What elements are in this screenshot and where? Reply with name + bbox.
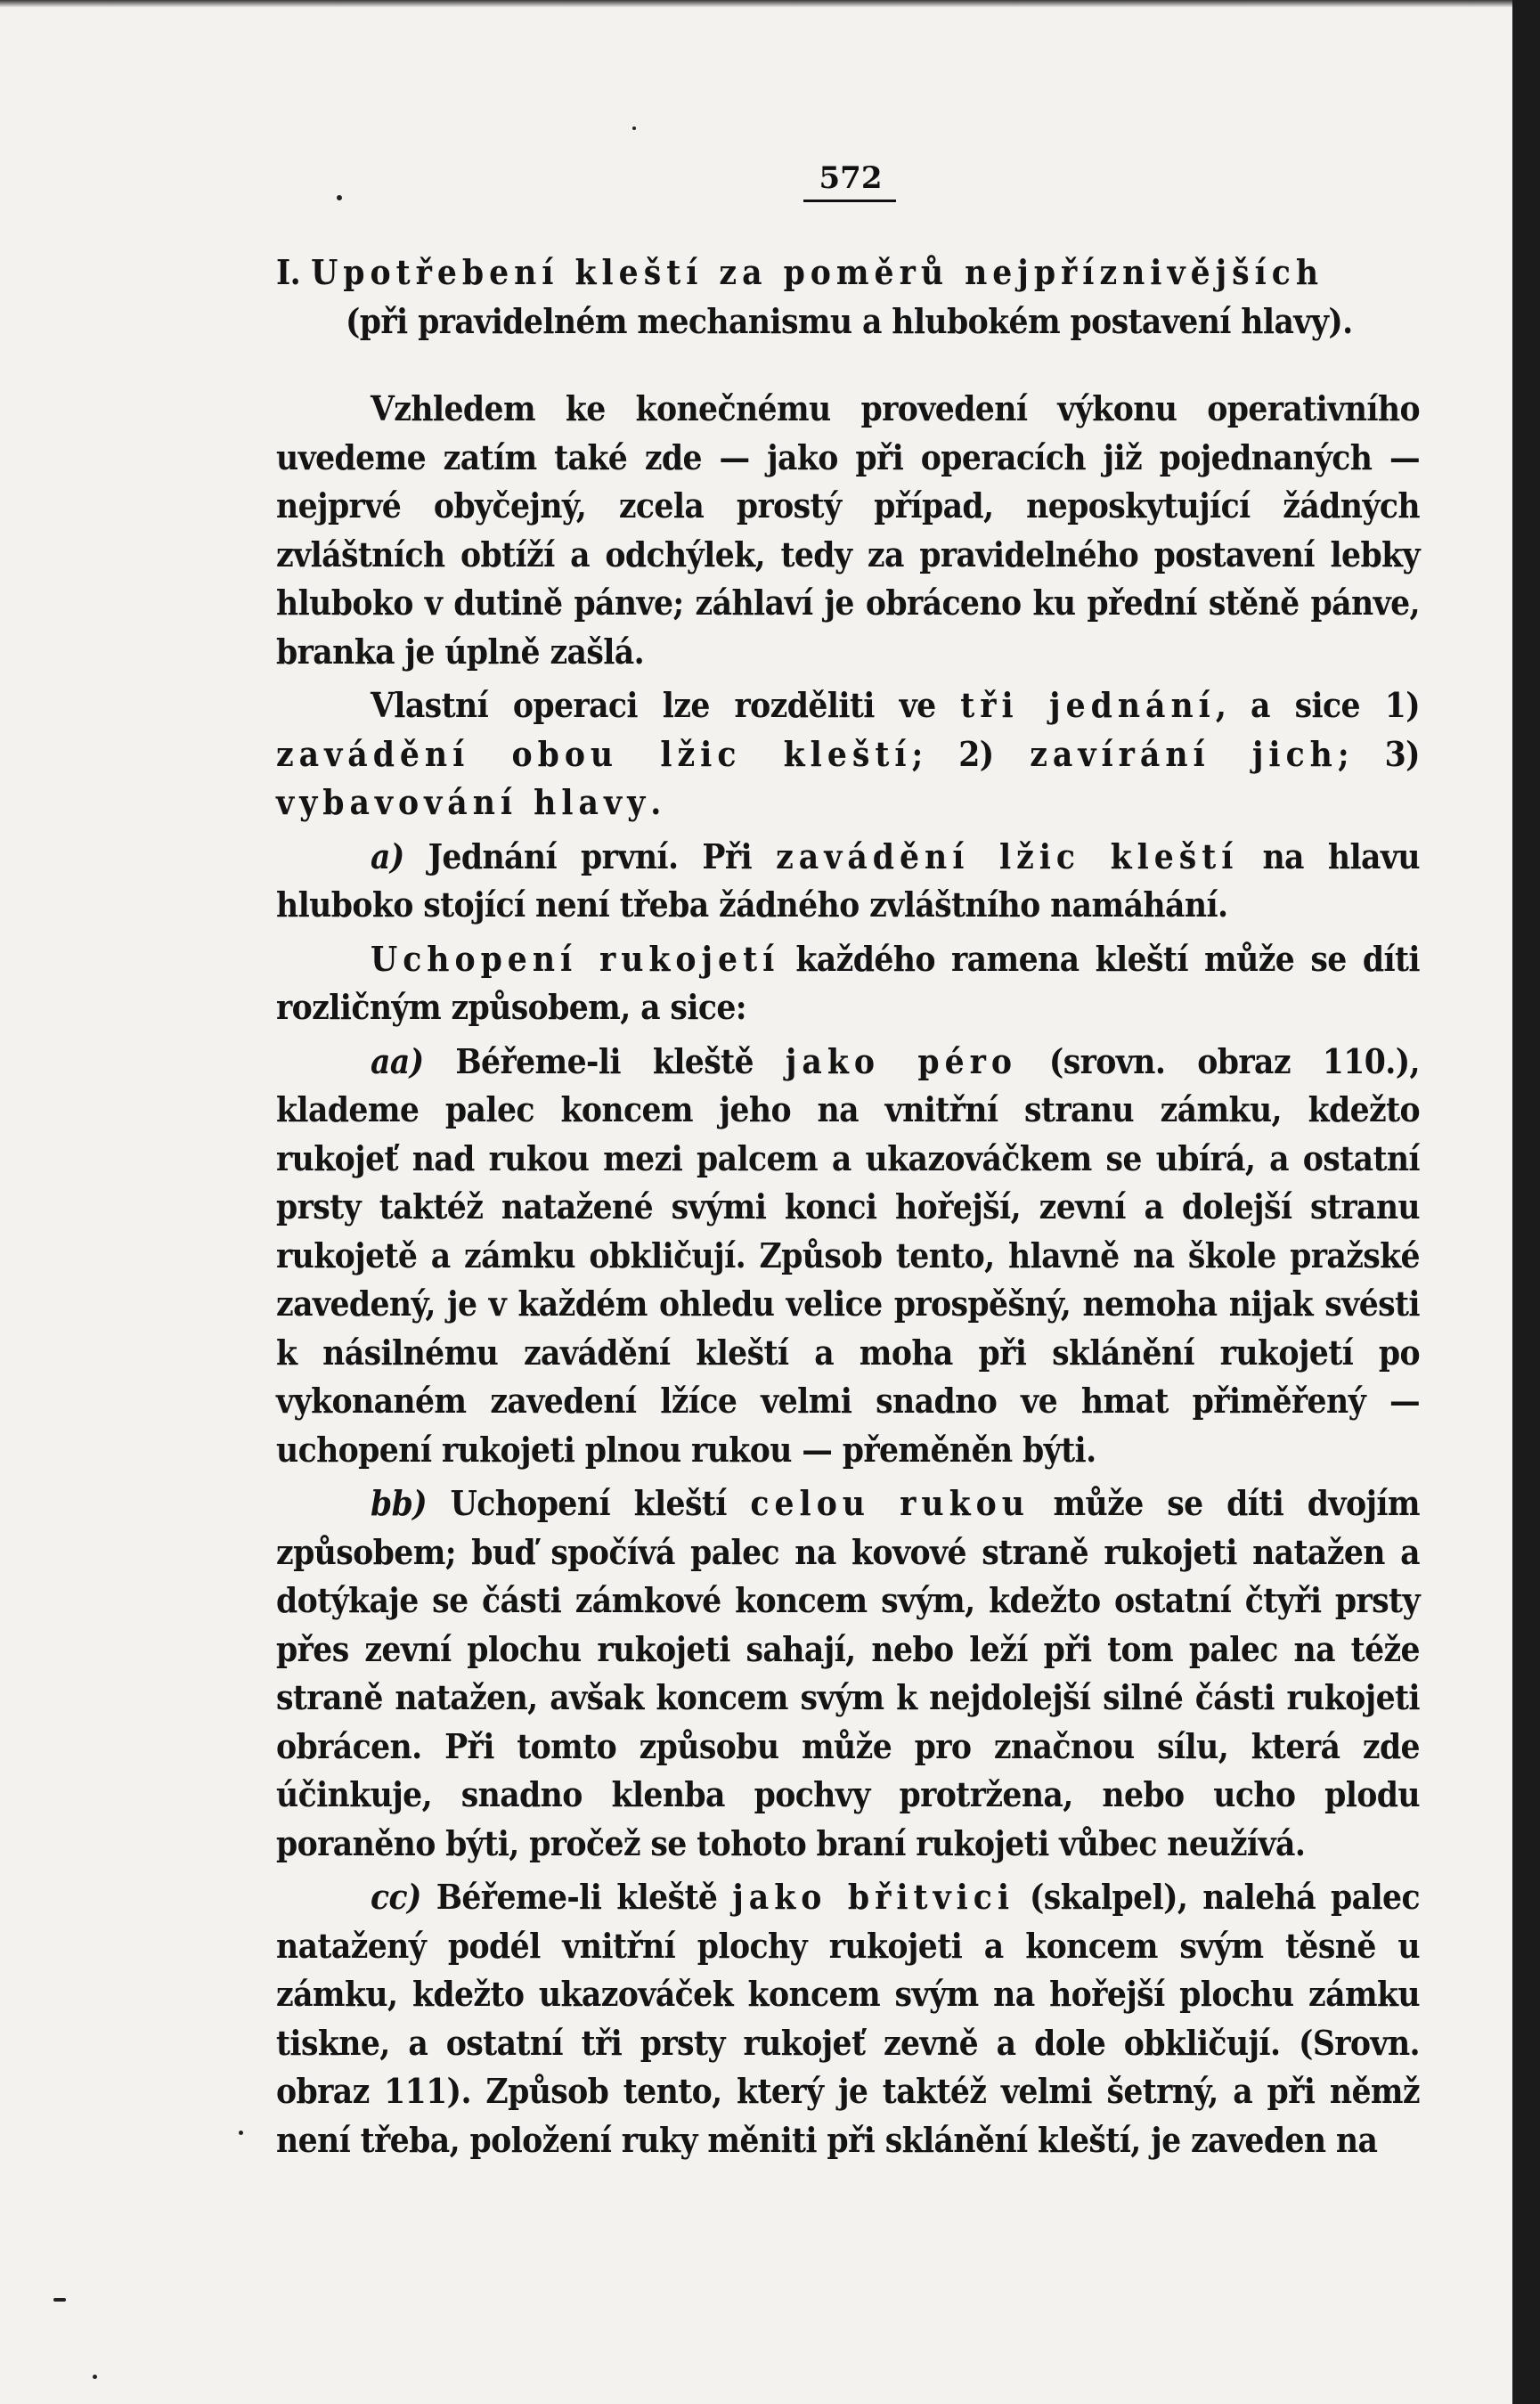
dust-speck (239, 2131, 243, 2135)
body-text (276, 249, 1420, 2165)
paragraph-bb: bb) Uchopení kleští celou rukou může se díti dvojím způsobem; buď spočívá palec na kovové straně rukojeti natažen a dotýkaje se části zámkové koncem svým, kdežto ostatní čtyři prsty přes zevní plochu rukojeti sahají, nebo leží při tom palec na téže straně natažen, avšak koncem svým k nejdolejší silné části rukojeti obrácen. Při tomto způsobu může pro značnou sílu, která zde účinkuje, snadno klenba pochvy protržena, nebo ucho plodu poraněno býti, pročež se tohoto braní rukojeti vůbec neužívá. (276, 1484, 1420, 1864)
paragraph-intro: Vzhledem ke konečnému provedení výkonu operativního uvedeme zatím také zde — jako při operacích již pojednaných — nejprvé obyčejný, zcela prostý případ, neposkytující žádných zvláštních obtíží a odchýlek, tedy za pravidelného postavení lebky hluboko v dutině pánve; záhlaví je obráceno ku přední stěně pánve, branka je úplně zašlá. (276, 389, 1420, 672)
section-subtitle: (při pravidelném mechanismu a hlubokém postavení hlavy). (346, 301, 1353, 342)
section-heading (276, 249, 1420, 346)
item-label: cc) (371, 1878, 421, 1918)
item-label: bb) (371, 1484, 428, 1524)
paragraph-aa: aa) Béřeme-li kleště jako péro (srovn. obraz 110.), klademe palec koncem jeho na vnitřní stranu zámku, kdežto rukojeť nad rukou mezi palcem a ukazováčkem se ubírá, a ostatní prsty taktéž natažené svými konci hořejší, zevní a dolejší stranu rukojetě a zámku obkličují. Způsob tento, hlavně na škole pražské zavedený, je v každém ohledu velice prospěšný, nemoha nijak svésti k násilnému zavádění kleští a moha při sklánění rukojetí po vykonaném zavedení lžíce velmi snadno ve hmat přiměřený — uchopení rukojeti plnou rukou — přeměněn býti. (276, 1041, 1420, 1471)
dust-speck (632, 126, 636, 130)
paragraph-cc: cc) Béřeme-li kleště jako břitvici (skalpel), nalehá palec natažený podél vnitřní plochy rukojeti a koncem svým těsně u zámku, kdežto ukazováček koncem svým na hořejší plochu zámku tiskne, a ostatní tři prsty rukojeť zevně a dole obkličují. (Srovn. obraz 111). Způsob tento, který je taktéž velmi šetrný, a při němž není třeba, položení ruky měniti při sklánění kleští, je zaveden na (276, 1878, 1420, 2161)
dust-speck (337, 195, 342, 200)
section-title: Upotřebení kleští za poměrů nejpříznivějších (311, 253, 1324, 293)
scan-edge (1512, 0, 1540, 2404)
paragraph-a: a) Jednání první. Při zavádění lžic kleští na hlavu hluboko stojící není třeba žádného zvláštního namáhání. (276, 836, 1420, 925)
item-label: a) (371, 836, 404, 877)
section-numeral: I. (276, 253, 301, 293)
dust-speck (53, 2298, 66, 2302)
dust-speck (93, 2375, 97, 2379)
paragraph-division: Vlastní operaci lze rozděliti ve tři jednání, a sice 1) zavádění obou lžic kleští; 2) zavírání jich; 3) vybavování hlavy. (276, 686, 1420, 823)
page-number: 572 (819, 160, 883, 196)
page-number-rule (803, 200, 896, 202)
paragraph-grip: Uchopení rukojetí každého ramena kleští může se díti rozličným způsobem, a sice: (276, 939, 1420, 1028)
item-label: aa) (371, 1041, 424, 1082)
top-edge-shadow (0, 0, 1512, 7)
